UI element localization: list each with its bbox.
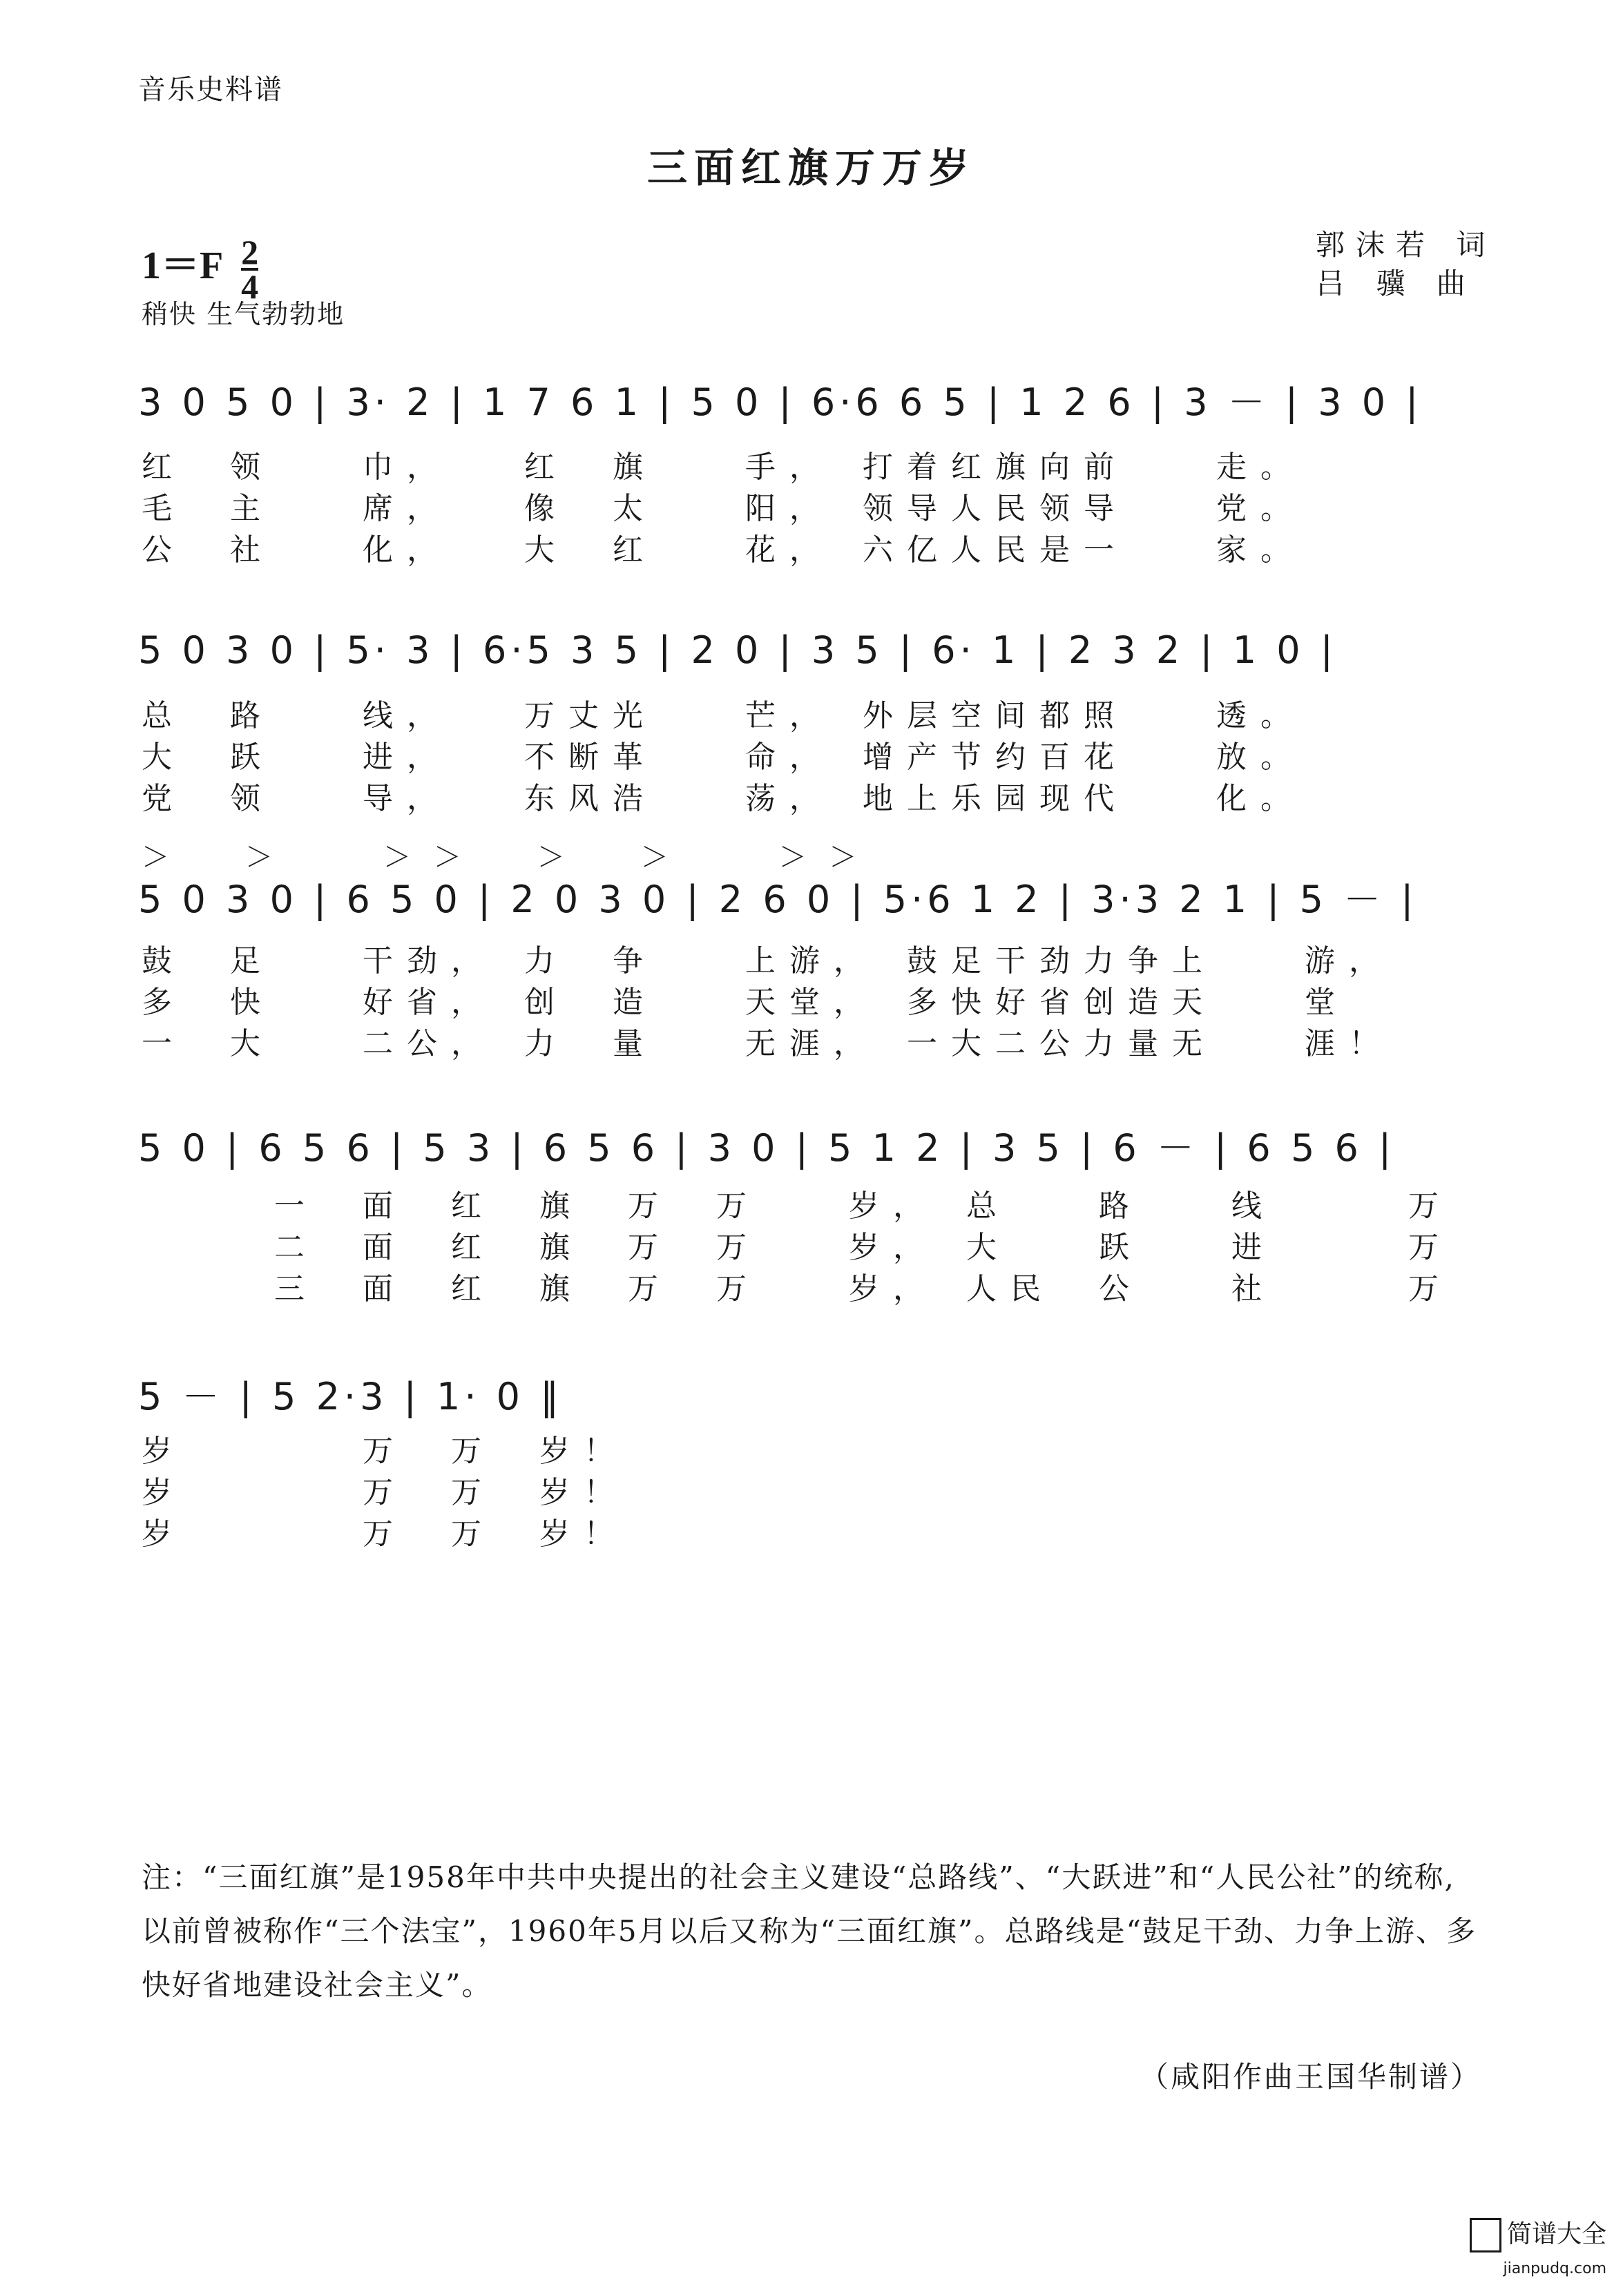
tempo-marking: 稍快 生气勃勃地 (142, 299, 345, 329)
footnote: 注：“三面红旗”是1958年中共中央提出的社会主义建设“总路线”、“大跃进”和“人民公社”的统称,以前曾被称作“三个法宝”，1960年5月以后又称为“三面红旗”。总路线是“鼓足干劲、力争上游、多快好省地建设社会主义”。 (142, 1860, 1477, 2002)
lyric-verse-3: 三 面 红 旗 万 万 岁， 人民 公 社 万 (142, 1271, 1452, 1306)
composer-credit: 吕 骥 曲 (1316, 267, 1477, 300)
piano-icon (1470, 2218, 1501, 2252)
watermark-name: 简谱大全 (1506, 2220, 1606, 2248)
lyric-verse-1: 红 领 巾， 红 旗 手， 打着红旗向前 走。 (142, 450, 1305, 485)
key-label: 1＝F (142, 244, 222, 287)
song-title: 三面红旗万万岁 (646, 144, 976, 191)
score-system-1 (138, 373, 1485, 426)
accent-marks: ＞ ＞ ＞ ＞ ＞ ＞ ＞ ＞ (142, 842, 864, 874)
lyric-verse-2: 多 快 好省， 创 造 天堂， 多快好省创造天 堂 (142, 985, 1349, 1020)
score-system-3 (138, 870, 1485, 923)
lyric-verse-3: 岁 万 万 岁！ (142, 1516, 628, 1552)
lyric-verse-1: 总 路 线， 万丈光 芒， 外层空间都照 透。 (142, 698, 1305, 733)
time-top: 2 (241, 233, 259, 272)
lyric-verse-1: 一 面 红 旗 万 万 岁， 总 路 线 万 (142, 1188, 1452, 1224)
lyric-verse-3: 公 社 化， 大 红 花， 六亿人民是一 家。 (142, 532, 1305, 568)
lyric-verse-1: 岁 万 万 岁！ (142, 1434, 628, 1469)
lyric-verse-2: 岁 万 万 岁！ (142, 1475, 628, 1510)
score-maker: （咸阳作曲王国华制谱） (1139, 2060, 1481, 2094)
lyric-verse-3: 一 大 二公， 力 量 无涯， 一大二公力量无 涯！ (142, 1026, 1393, 1061)
corner-label: 音乐史料谱 (138, 74, 283, 106)
lyricist-credit: 郭沫若 词 (1316, 228, 1497, 262)
notes-line: 5 － | 5 2·3 | 1· 0 ‖ (138, 1375, 564, 1418)
score-system-2 (138, 628, 1485, 672)
lyric-verse-2: 二 面 红 旗 万 万 岁， 大 跃 进 万 (142, 1230, 1452, 1265)
notes-line: 3 0 5 0 | 3· 2 | 1 7 6 1 | 5 0 | 6·6 6 5 | 1 2 6 | 3 － | 3 0 | (138, 380, 1423, 424)
notes-line: 5 0 | 6 5 6 | 5 3 | 6 5 6 | 3 0 | 5 1 2 | 3 5 | 6 － | 6 5 6 | (138, 1126, 1396, 1170)
lyric-verse-1: 鼓 足 干劲， 力 争 上游， 鼓足干劲力争上 游， (142, 943, 1393, 978)
notes-line: 5 0 3 0 | 5· 3 | 6·5 3 5 | 2 0 | 3 5 | 6· 1 | 2 3 2 | 1 0 | (138, 628, 1337, 672)
score-system-4 (138, 1119, 1485, 1172)
lyric-verse-3: 党 领 导， 东风浩 荡， 地上乐园现代 化。 (142, 781, 1305, 816)
lyric-verse-2: 大 跃 进， 不断革 命， 增产节约百花 放。 (142, 740, 1305, 775)
watermark-url: jianpudq.com (1503, 2260, 1606, 2277)
notes-line: 5 0 3 0 | 6 5 0 | 2 0 3 0 | 2 6 0 | 5·6 1 2 | 3·3 2 1 | 5 － | (138, 878, 1418, 921)
score-system-5 (138, 1367, 635, 1420)
lyric-verse-2: 毛 主 席， 像 太 阳， 领导人民领导 党。 (142, 491, 1305, 526)
time-bottom: 4 (241, 267, 259, 307)
watermark (1470, 2218, 1606, 2282)
